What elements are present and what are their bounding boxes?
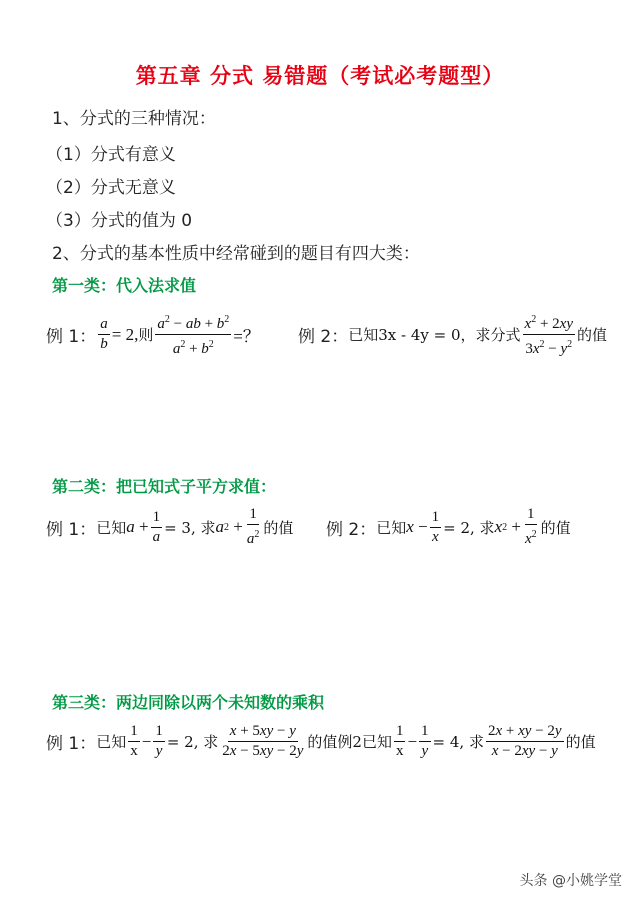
math-expression: 已知 a + $\frac{1}{a}$ = 3, 求 a 2 + $\frac{1}{a^2}$ 的值 — [96, 506, 294, 547]
math-expression: 已知 x − $\frac{1}{x}$ = 2, 求 x 2 + $\frac{1}{x^2}$ 的值 — [376, 506, 571, 547]
example-label: 例 1： — [46, 327, 97, 347]
category-2-title: 第二类：把已知式子平方求值： — [52, 477, 277, 496]
category-1-title: 第一类：代入法求值 — [52, 276, 197, 295]
math-expression: 已知 $\frac{1}{x}$ − $\frac{1}{y}$ = 2, 求 $\frac{x + 5xy - y}{2x - 5xy - 2y}$ 的值 — [96, 723, 338, 759]
list-item: （3）分式的值为 0 — [46, 211, 193, 231]
example-label: 例 2： — [298, 327, 349, 347]
cat3-examples — [46, 722, 596, 761]
cat1-example-2 — [298, 310, 607, 359]
category-3-title: 第三类：两边同除以两个未知数的乘积 — [52, 693, 325, 712]
cat1-example-1 — [46, 310, 260, 359]
section2-heading: 2、分式的基本性质中经常碰到的题目有四大类： — [52, 244, 420, 264]
section1-heading: 1、分式的三种情况： — [52, 109, 216, 129]
cat2-example-2 — [326, 505, 571, 549]
cat2-example-1 — [46, 505, 293, 549]
example-label: 例 2： — [326, 519, 377, 540]
math-expression: 已知3x - 4y = 0，求分式 $\frac{x^2 + 2xy}{3x^2 - y^2}$ 的值 — [348, 310, 607, 359]
page-title: 第五章 分式 易错题（考试必考题型） — [135, 64, 505, 88]
watermark: 头条 @小姚学堂 — [519, 873, 622, 889]
example-label: 例 1： — [46, 734, 97, 754]
list-item: （1）分式有意义 — [46, 145, 176, 165]
math-expression: 例2 已知 $\frac{1}{x}$ − $\frac{1}{y}$ = 4, 求 $\frac{2x + xy - 2y}{x - 2xy - y}$ 的值 — [337, 723, 596, 759]
math-expression: $\frac{a}{b}$ = 2, 则 $\frac{a^2 - ab + b^2}{a^2 + b^2}$ =？ — [96, 310, 260, 359]
example-label: 例 1： — [46, 519, 97, 540]
list-item: （2）分式无意义 — [46, 178, 176, 198]
